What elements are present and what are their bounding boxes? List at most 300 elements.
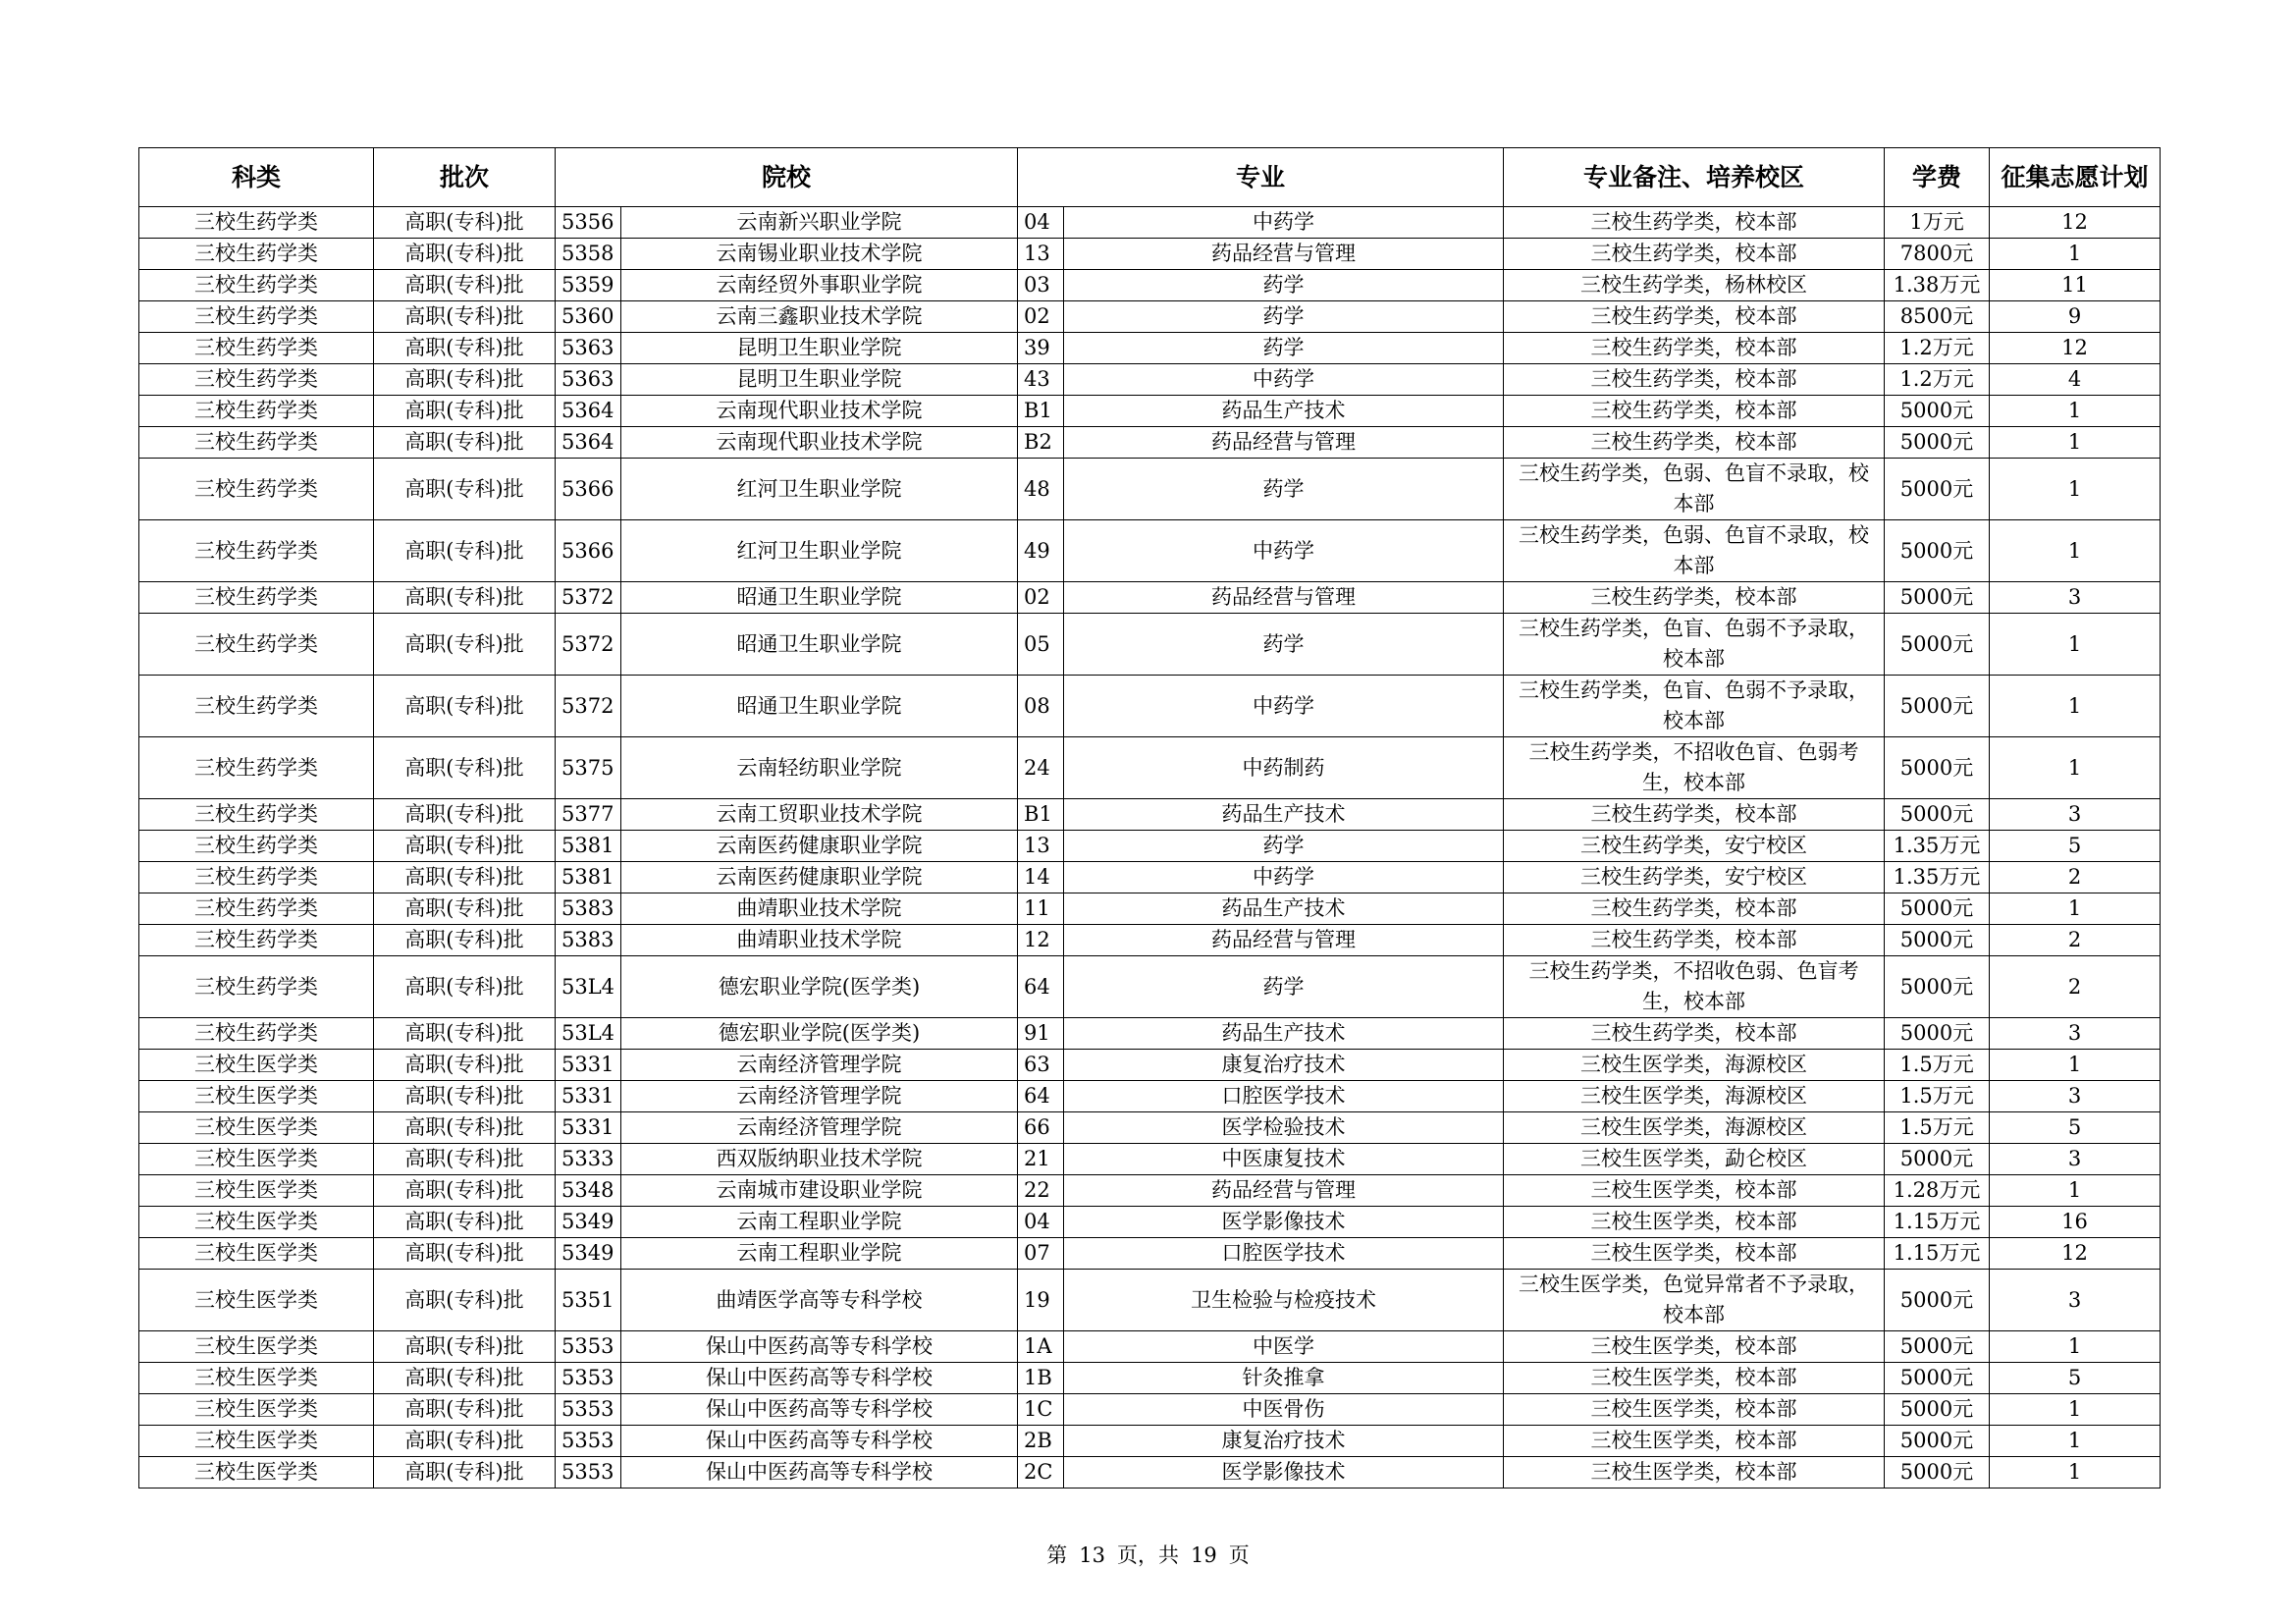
cell-school-name: 云南工贸职业技术学院	[621, 799, 1018, 831]
cell-notes: 三校生医学类，色觉异常者不予录取，校本部	[1504, 1270, 1885, 1331]
cell-major-name: 药品经营与管理	[1064, 239, 1504, 270]
cell-tuition: 1.35万元	[1885, 862, 1990, 893]
table-row	[139, 301, 2161, 333]
cell-school-code: 5366	[556, 459, 621, 520]
cell-batch: 高职(专科)批	[374, 893, 556, 925]
cell-major-code: 64	[1018, 1081, 1064, 1112]
table-row	[139, 614, 2161, 676]
header-school: 院校	[556, 148, 1018, 207]
table-row	[139, 270, 2161, 301]
table-row	[139, 582, 2161, 614]
cell-major-code: 91	[1018, 1018, 1064, 1050]
cell-major-name: 针灸推拿	[1064, 1363, 1504, 1394]
table-row	[139, 1112, 2161, 1144]
cell-school-code: 5353	[556, 1331, 621, 1363]
cell-category: 三校生药学类	[139, 301, 374, 333]
cell-school-code: 53L4	[556, 956, 621, 1018]
cell-category: 三校生药学类	[139, 799, 374, 831]
cell-batch: 高职(专科)批	[374, 333, 556, 364]
cell-batch: 高职(专科)批	[374, 459, 556, 520]
cell-batch: 高职(专科)批	[374, 1331, 556, 1363]
cell-notes: 三校生药学类，校本部	[1504, 364, 1885, 396]
cell-category: 三校生药学类	[139, 239, 374, 270]
cell-school-code: 5363	[556, 364, 621, 396]
cell-notes: 三校生药学类，校本部	[1504, 333, 1885, 364]
table-row	[139, 459, 2161, 520]
table-row	[139, 831, 2161, 862]
cell-school-name: 曲靖职业技术学院	[621, 893, 1018, 925]
cell-category: 三校生药学类	[139, 862, 374, 893]
cell-school-name: 昭通卫生职业学院	[621, 582, 1018, 614]
table-row	[139, 1050, 2161, 1081]
cell-school-code: 5383	[556, 893, 621, 925]
cell-notes: 三校生药学类，校本部	[1504, 799, 1885, 831]
cell-school-code: 5353	[556, 1457, 621, 1489]
cell-major-code: 1C	[1018, 1394, 1064, 1426]
cell-major-code: 24	[1018, 737, 1064, 799]
cell-category: 三校生药学类	[139, 520, 374, 582]
cell-notes: 三校生医学类，海源校区	[1504, 1050, 1885, 1081]
cell-school-name: 云南经济管理学院	[621, 1112, 1018, 1144]
cell-major-code: 14	[1018, 862, 1064, 893]
cell-major-code: 66	[1018, 1112, 1064, 1144]
cell-tuition: 5000元	[1885, 1426, 1990, 1457]
cell-major-name: 卫生检验与检疫技术	[1064, 1270, 1504, 1331]
cell-batch: 高职(专科)批	[374, 956, 556, 1018]
cell-school-code: 5360	[556, 301, 621, 333]
cell-major-name: 康复治疗技术	[1064, 1050, 1504, 1081]
cell-category: 三校生药学类	[139, 396, 374, 427]
table-row	[139, 893, 2161, 925]
cell-plan: 1	[1990, 427, 2161, 459]
cell-major-name: 康复治疗技术	[1064, 1426, 1504, 1457]
cell-batch: 高职(专科)批	[374, 1081, 556, 1112]
cell-major-code: B1	[1018, 396, 1064, 427]
cell-school-name: 云南轻纺职业学院	[621, 737, 1018, 799]
cell-notes: 三校生医学类，校本部	[1504, 1363, 1885, 1394]
cell-major-name: 药品经营与管理	[1064, 1175, 1504, 1207]
cell-plan: 5	[1990, 1112, 2161, 1144]
cell-category: 三校生医学类	[139, 1081, 374, 1112]
cell-tuition: 5000元	[1885, 1270, 1990, 1331]
cell-plan: 1	[1990, 1457, 2161, 1489]
cell-plan: 1	[1990, 1331, 2161, 1363]
cell-notes: 三校生药学类，校本部	[1504, 301, 1885, 333]
cell-category: 三校生药学类	[139, 893, 374, 925]
cell-category: 三校生药学类	[139, 207, 374, 239]
cell-school-name: 昭通卫生职业学院	[621, 676, 1018, 737]
cell-school-name: 曲靖职业技术学院	[621, 925, 1018, 956]
cell-school-code: 5353	[556, 1394, 621, 1426]
cell-major-name: 药品生产技术	[1064, 893, 1504, 925]
cell-notes: 三校生药学类，色盲、色弱不予录取，校本部	[1504, 676, 1885, 737]
cell-category: 三校生药学类	[139, 614, 374, 676]
cell-school-code: 5359	[556, 270, 621, 301]
cell-major-code: 12	[1018, 925, 1064, 956]
cell-major-name: 药品经营与管理	[1064, 582, 1504, 614]
cell-notes: 三校生医学类，海源校区	[1504, 1081, 1885, 1112]
cell-major-code: 02	[1018, 301, 1064, 333]
cell-school-name: 保山中医药高等专科学校	[621, 1457, 1018, 1489]
cell-major-name: 口腔医学技术	[1064, 1081, 1504, 1112]
cell-batch: 高职(专科)批	[374, 1144, 556, 1175]
cell-batch: 高职(专科)批	[374, 1018, 556, 1050]
cell-major-code: 21	[1018, 1144, 1064, 1175]
cell-major-name: 药品生产技术	[1064, 1018, 1504, 1050]
table-row	[139, 427, 2161, 459]
cell-batch: 高职(专科)批	[374, 676, 556, 737]
cell-school-name: 红河卫生职业学院	[621, 459, 1018, 520]
cell-notes: 三校生药学类，校本部	[1504, 207, 1885, 239]
cell-plan: 12	[1990, 207, 2161, 239]
cell-plan: 1	[1990, 1050, 2161, 1081]
cell-category: 三校生药学类	[139, 582, 374, 614]
cell-category: 三校生药学类	[139, 956, 374, 1018]
cell-major-name: 药学	[1064, 333, 1504, 364]
cell-school-code: 5333	[556, 1144, 621, 1175]
cell-school-code: 5356	[556, 207, 621, 239]
cell-plan: 2	[1990, 925, 2161, 956]
table-row	[139, 956, 2161, 1018]
cell-category: 三校生医学类	[139, 1238, 374, 1270]
cell-plan: 16	[1990, 1207, 2161, 1238]
cell-school-name: 云南工程职业学院	[621, 1207, 1018, 1238]
cell-major-code: 1B	[1018, 1363, 1064, 1394]
cell-major-name: 中药学	[1064, 207, 1504, 239]
cell-plan: 1	[1990, 1394, 2161, 1426]
table-row	[139, 1394, 2161, 1426]
table-row	[139, 1426, 2161, 1457]
cell-batch: 高职(专科)批	[374, 831, 556, 862]
table-row	[139, 1175, 2161, 1207]
cell-plan: 9	[1990, 301, 2161, 333]
cell-school-name: 保山中医药高等专科学校	[621, 1331, 1018, 1363]
cell-tuition: 1.5万元	[1885, 1050, 1990, 1081]
cell-major-code: B2	[1018, 427, 1064, 459]
cell-plan: 2	[1990, 956, 2161, 1018]
cell-major-code: 49	[1018, 520, 1064, 582]
cell-category: 三校生药学类	[139, 676, 374, 737]
cell-plan: 1	[1990, 737, 2161, 799]
cell-plan: 1	[1990, 676, 2161, 737]
cell-category: 三校生药学类	[139, 737, 374, 799]
cell-plan: 1	[1990, 239, 2161, 270]
cell-notes: 三校生药学类，色盲、色弱不予录取，校本部	[1504, 614, 1885, 676]
cell-tuition: 5000元	[1885, 520, 1990, 582]
cell-category: 三校生医学类	[139, 1175, 374, 1207]
table-row	[139, 799, 2161, 831]
cell-notes: 三校生药学类，校本部	[1504, 1018, 1885, 1050]
cell-school-name: 云南经贸外事职业学院	[621, 270, 1018, 301]
cell-school-code: 5383	[556, 925, 621, 956]
header-batch: 批次	[374, 148, 556, 207]
cell-plan: 1	[1990, 520, 2161, 582]
table-row	[139, 1081, 2161, 1112]
cell-school-code: 5377	[556, 799, 621, 831]
cell-plan: 3	[1990, 799, 2161, 831]
cell-major-code: 2C	[1018, 1457, 1064, 1489]
cell-batch: 高职(专科)批	[374, 1457, 556, 1489]
cell-major-name: 药品经营与管理	[1064, 427, 1504, 459]
admission-plan-table	[138, 147, 2161, 1489]
cell-major-name: 中医康复技术	[1064, 1144, 1504, 1175]
cell-tuition: 1.5万元	[1885, 1081, 1990, 1112]
cell-notes: 三校生医学类，校本部	[1504, 1207, 1885, 1238]
cell-tuition: 5000元	[1885, 427, 1990, 459]
cell-plan: 5	[1990, 1363, 2161, 1394]
cell-plan: 3	[1990, 1144, 2161, 1175]
header-plan: 征集志愿计划	[1990, 148, 2161, 207]
cell-school-code: 5358	[556, 239, 621, 270]
cell-school-name: 昆明卫生职业学院	[621, 364, 1018, 396]
cell-school-name: 曲靖医学高等专科学校	[621, 1270, 1018, 1331]
cell-category: 三校生医学类	[139, 1457, 374, 1489]
footer-mid: 页，共	[1117, 1543, 1179, 1567]
cell-major-code: 43	[1018, 364, 1064, 396]
cell-batch: 高职(专科)批	[374, 737, 556, 799]
table-row	[139, 364, 2161, 396]
cell-tuition: 8500元	[1885, 301, 1990, 333]
cell-plan: 12	[1990, 1238, 2161, 1270]
cell-notes: 三校生药学类，色弱、色盲不录取，校本部	[1504, 520, 1885, 582]
cell-school-name: 云南经济管理学院	[621, 1050, 1018, 1081]
cell-school-code: 5353	[556, 1426, 621, 1457]
cell-category: 三校生医学类	[139, 1207, 374, 1238]
cell-plan: 11	[1990, 270, 2161, 301]
header-notes: 专业备注、培养校区	[1504, 148, 1885, 207]
page-footer	[0, 1540, 2296, 1569]
cell-batch: 高职(专科)批	[374, 396, 556, 427]
cell-tuition: 5000元	[1885, 956, 1990, 1018]
cell-batch: 高职(专科)批	[374, 1175, 556, 1207]
table-header	[139, 148, 2161, 207]
cell-category: 三校生医学类	[139, 1050, 374, 1081]
cell-tuition: 5000元	[1885, 396, 1990, 427]
table-body	[139, 207, 2161, 1489]
cell-major-code: 39	[1018, 333, 1064, 364]
cell-major-code: 11	[1018, 893, 1064, 925]
cell-notes: 三校生药学类，校本部	[1504, 582, 1885, 614]
cell-major-name: 医学检验技术	[1064, 1112, 1504, 1144]
cell-tuition: 5000元	[1885, 925, 1990, 956]
table-row	[139, 1331, 2161, 1363]
cell-tuition: 1.2万元	[1885, 364, 1990, 396]
cell-batch: 高职(专科)批	[374, 1426, 556, 1457]
cell-category: 三校生药学类	[139, 427, 374, 459]
table-row	[139, 1363, 2161, 1394]
cell-major-name: 药学	[1064, 459, 1504, 520]
cell-school-code: 5375	[556, 737, 621, 799]
cell-category: 三校生药学类	[139, 1018, 374, 1050]
cell-batch: 高职(专科)批	[374, 239, 556, 270]
cell-tuition: 1.2万元	[1885, 333, 1990, 364]
cell-tuition: 5000元	[1885, 582, 1990, 614]
cell-major-code: 48	[1018, 459, 1064, 520]
cell-school-code: 5351	[556, 1270, 621, 1331]
cell-category: 三校生药学类	[139, 270, 374, 301]
cell-school-code: 5353	[556, 1363, 621, 1394]
cell-school-name: 云南城市建设职业学院	[621, 1175, 1018, 1207]
cell-school-code: 5372	[556, 582, 621, 614]
cell-school-name: 云南经济管理学院	[621, 1081, 1018, 1112]
cell-notes: 三校生医学类，校本部	[1504, 1426, 1885, 1457]
cell-batch: 高职(专科)批	[374, 582, 556, 614]
table-row	[139, 333, 2161, 364]
cell-notes: 三校生医学类，校本部	[1504, 1457, 1885, 1489]
cell-school-code: 5366	[556, 520, 621, 582]
cell-school-name: 云南工程职业学院	[621, 1238, 1018, 1270]
cell-major-code: 19	[1018, 1270, 1064, 1331]
cell-school-code: 5331	[556, 1050, 621, 1081]
footer-prefix: 第	[1046, 1543, 1068, 1567]
cell-school-name: 德宏职业学院(医学类)	[621, 1018, 1018, 1050]
cell-category: 三校生医学类	[139, 1112, 374, 1144]
cell-notes: 三校生药学类，校本部	[1504, 893, 1885, 925]
cell-notes: 三校生药学类，安宁校区	[1504, 831, 1885, 862]
cell-plan: 5	[1990, 831, 2161, 862]
cell-major-code: 07	[1018, 1238, 1064, 1270]
table-row	[139, 676, 2161, 737]
cell-major-code: 04	[1018, 207, 1064, 239]
cell-plan: 1	[1990, 1426, 2161, 1457]
cell-major-code: 13	[1018, 831, 1064, 862]
cell-tuition: 5000元	[1885, 737, 1990, 799]
cell-school-code: 5349	[556, 1207, 621, 1238]
cell-category: 三校生药学类	[139, 459, 374, 520]
cell-tuition: 5000元	[1885, 799, 1990, 831]
footer-page-number: 13	[1079, 1543, 1105, 1567]
cell-major-name: 中药学	[1064, 364, 1504, 396]
cell-major-code: 04	[1018, 1207, 1064, 1238]
cell-major-name: 中医骨伤	[1064, 1394, 1504, 1426]
cell-major-code: 1A	[1018, 1331, 1064, 1363]
cell-plan: 1	[1990, 396, 2161, 427]
cell-major-code: 64	[1018, 956, 1064, 1018]
cell-tuition: 5000元	[1885, 614, 1990, 676]
cell-major-name: 药学	[1064, 270, 1504, 301]
cell-plan: 1	[1990, 614, 2161, 676]
cell-school-code: 5381	[556, 862, 621, 893]
cell-school-code: 5364	[556, 427, 621, 459]
cell-batch: 高职(专科)批	[374, 207, 556, 239]
cell-school-name: 西双版纳职业技术学院	[621, 1144, 1018, 1175]
cell-tuition: 5000元	[1885, 459, 1990, 520]
cell-plan: 1	[1990, 459, 2161, 520]
cell-school-code: 5363	[556, 333, 621, 364]
table-row	[139, 239, 2161, 270]
cell-category: 三校生药学类	[139, 364, 374, 396]
cell-tuition: 1.38万元	[1885, 270, 1990, 301]
cell-major-name: 药品经营与管理	[1064, 925, 1504, 956]
header-row	[139, 148, 2161, 207]
header-tuition: 学费	[1885, 148, 1990, 207]
cell-major-name: 中药学	[1064, 676, 1504, 737]
cell-major-code: B1	[1018, 799, 1064, 831]
cell-tuition: 1.35万元	[1885, 831, 1990, 862]
cell-major-name: 药品生产技术	[1064, 396, 1504, 427]
cell-school-name: 保山中医药高等专科学校	[621, 1363, 1018, 1394]
cell-major-name: 医学影像技术	[1064, 1207, 1504, 1238]
cell-school-code: 5331	[556, 1112, 621, 1144]
cell-category: 三校生医学类	[139, 1270, 374, 1331]
header-major: 专业	[1018, 148, 1504, 207]
cell-tuition: 1.15万元	[1885, 1238, 1990, 1270]
cell-school-code: 5372	[556, 614, 621, 676]
cell-batch: 高职(专科)批	[374, 301, 556, 333]
cell-plan: 2	[1990, 862, 2161, 893]
cell-batch: 高职(专科)批	[374, 1112, 556, 1144]
table-row	[139, 1457, 2161, 1489]
cell-school-name: 云南新兴职业学院	[621, 207, 1018, 239]
cell-category: 三校生医学类	[139, 1144, 374, 1175]
cell-notes: 三校生医学类，校本部	[1504, 1175, 1885, 1207]
cell-school-code: 5372	[556, 676, 621, 737]
cell-batch: 高职(专科)批	[374, 1050, 556, 1081]
header-category: 科类	[139, 148, 374, 207]
cell-batch: 高职(专科)批	[374, 364, 556, 396]
cell-school-name: 红河卫生职业学院	[621, 520, 1018, 582]
cell-tuition: 1万元	[1885, 207, 1990, 239]
table-row	[139, 925, 2161, 956]
cell-category: 三校生医学类	[139, 1426, 374, 1457]
cell-notes: 三校生药学类，色弱、色盲不录取，校本部	[1504, 459, 1885, 520]
cell-school-code: 5364	[556, 396, 621, 427]
cell-notes: 三校生医学类，校本部	[1504, 1331, 1885, 1363]
cell-school-code: 5348	[556, 1175, 621, 1207]
cell-major-name: 药学	[1064, 831, 1504, 862]
cell-tuition: 5000元	[1885, 676, 1990, 737]
cell-batch: 高职(专科)批	[374, 1394, 556, 1426]
cell-school-name: 保山中医药高等专科学校	[621, 1394, 1018, 1426]
cell-school-name: 云南三鑫职业技术学院	[621, 301, 1018, 333]
cell-notes: 三校生药学类，校本部	[1504, 396, 1885, 427]
table-row	[139, 520, 2161, 582]
cell-category: 三校生药学类	[139, 333, 374, 364]
table-row	[139, 737, 2161, 799]
cell-major-code: 22	[1018, 1175, 1064, 1207]
cell-major-name: 中药制药	[1064, 737, 1504, 799]
cell-plan: 3	[1990, 582, 2161, 614]
cell-tuition: 5000元	[1885, 1331, 1990, 1363]
cell-plan: 4	[1990, 364, 2161, 396]
cell-notes: 三校生药学类，不招收色盲、色弱考生，校本部	[1504, 737, 1885, 799]
cell-batch: 高职(专科)批	[374, 614, 556, 676]
cell-notes: 三校生药学类，杨林校区	[1504, 270, 1885, 301]
cell-notes: 三校生医学类，海源校区	[1504, 1112, 1885, 1144]
cell-tuition: 5000元	[1885, 1144, 1990, 1175]
table-row	[139, 1018, 2161, 1050]
footer-total-pages: 19	[1191, 1543, 1217, 1567]
cell-major-code: 63	[1018, 1050, 1064, 1081]
cell-tuition: 7800元	[1885, 239, 1990, 270]
cell-major-name: 药品生产技术	[1064, 799, 1504, 831]
cell-major-code: 2B	[1018, 1426, 1064, 1457]
cell-tuition: 5000元	[1885, 1018, 1990, 1050]
cell-category: 三校生医学类	[139, 1394, 374, 1426]
cell-tuition: 5000元	[1885, 1363, 1990, 1394]
table-row	[139, 396, 2161, 427]
cell-school-name: 昆明卫生职业学院	[621, 333, 1018, 364]
cell-plan: 1	[1990, 1175, 2161, 1207]
cell-notes: 三校生医学类，勐仑校区	[1504, 1144, 1885, 1175]
cell-major-code: 03	[1018, 270, 1064, 301]
cell-tuition: 5000元	[1885, 1394, 1990, 1426]
table-row	[139, 1207, 2161, 1238]
cell-plan: 12	[1990, 333, 2161, 364]
cell-major-name: 药学	[1064, 956, 1504, 1018]
cell-notes: 三校生药学类，安宁校区	[1504, 862, 1885, 893]
cell-batch: 高职(专科)批	[374, 1270, 556, 1331]
